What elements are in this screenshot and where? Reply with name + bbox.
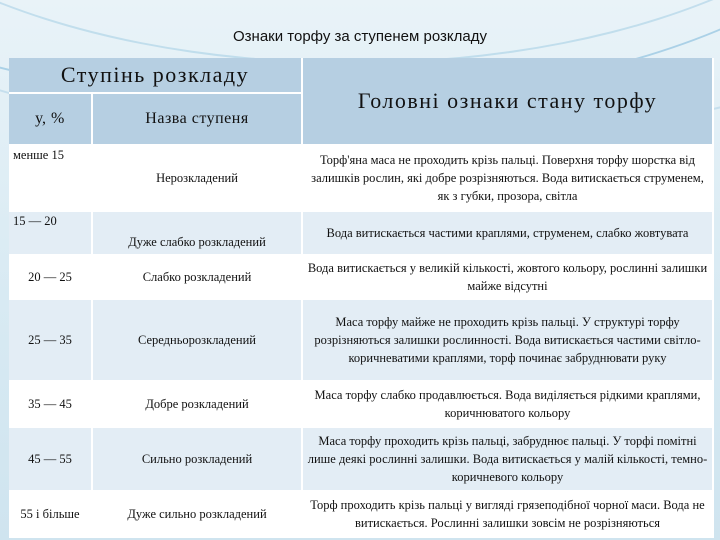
peat-decomposition-table	[9, 58, 714, 538]
table-row	[9, 492, 714, 538]
header-y-percent: у, %	[9, 94, 93, 146]
description-cell: Торф'яна маса не проходить крізь пальці. Поверхня торфу шорстка від залишків рослин, які добре розрізняються. Вода витискається струменем, як з губки, прозора, світла	[303, 146, 714, 212]
header-degree: Ступінь розкладу	[9, 58, 303, 94]
header-name: Назва ступеня	[93, 94, 303, 146]
description-cell: Маса торфу майже не проходить крізь пальці. У структурі торфу розрізняються залишки рослинності. Вода витискається частими світло-коричневатими краплями, торф починає забруднювати руку	[303, 300, 714, 382]
range-cell: 20 — 25	[9, 256, 93, 300]
degree-name-cell: Нерозкладений	[93, 146, 303, 212]
degree-name-cell: Середньорозкладений	[93, 300, 303, 382]
description-cell: Вода витискається у великій кількості, жовтого кольору, рослинні залишки майже відсутні	[303, 256, 714, 300]
table-row	[9, 146, 714, 212]
table-row	[9, 382, 714, 428]
range-cell: 45 — 55	[9, 428, 93, 492]
page-title: Ознаки торфу за ступенем розкладу	[233, 28, 487, 45]
table-row	[9, 428, 714, 492]
header-signs: Головні ознаки стану торфу	[303, 58, 714, 146]
degree-name-cell: Сильно розкладений	[93, 428, 303, 492]
range-cell: менше 15	[9, 146, 93, 212]
degree-name-cell: Добре розкладений	[93, 382, 303, 428]
table-row	[9, 256, 714, 300]
description-cell: Маса торфу проходить крізь пальці, забруднює пальці. У торфі помітні лише деякі рослинні залишки. Вода витискається у малій кількості, темно-коричневого кольору	[303, 428, 714, 492]
table-row	[9, 212, 714, 256]
description-cell: Торф проходить крізь пальці у вигляді грязеподібної чорної маси. Вода не витискається. Рослинні залишки зовсім не розрізняються	[303, 492, 714, 538]
range-cell: 25 — 35	[9, 300, 93, 382]
description-cell: Маса торфу слабко продавлюється. Вода виділяється рідкими краплями, коричнюватого кольору	[303, 382, 714, 428]
degree-name-cell: Слабко розкладений	[93, 256, 303, 300]
degree-name-cell: Дуже сильно розкладений	[93, 492, 303, 538]
degree-name-cell: Дуже слабко розкладений	[93, 212, 303, 256]
description-cell: Вода витискається частими краплями, струменем, слабко жовтувата	[303, 212, 714, 256]
range-cell: 15 — 20	[9, 212, 93, 256]
range-cell: 35 — 45	[9, 382, 93, 428]
table-row	[9, 300, 714, 382]
range-cell: 55 і більше	[9, 492, 93, 538]
